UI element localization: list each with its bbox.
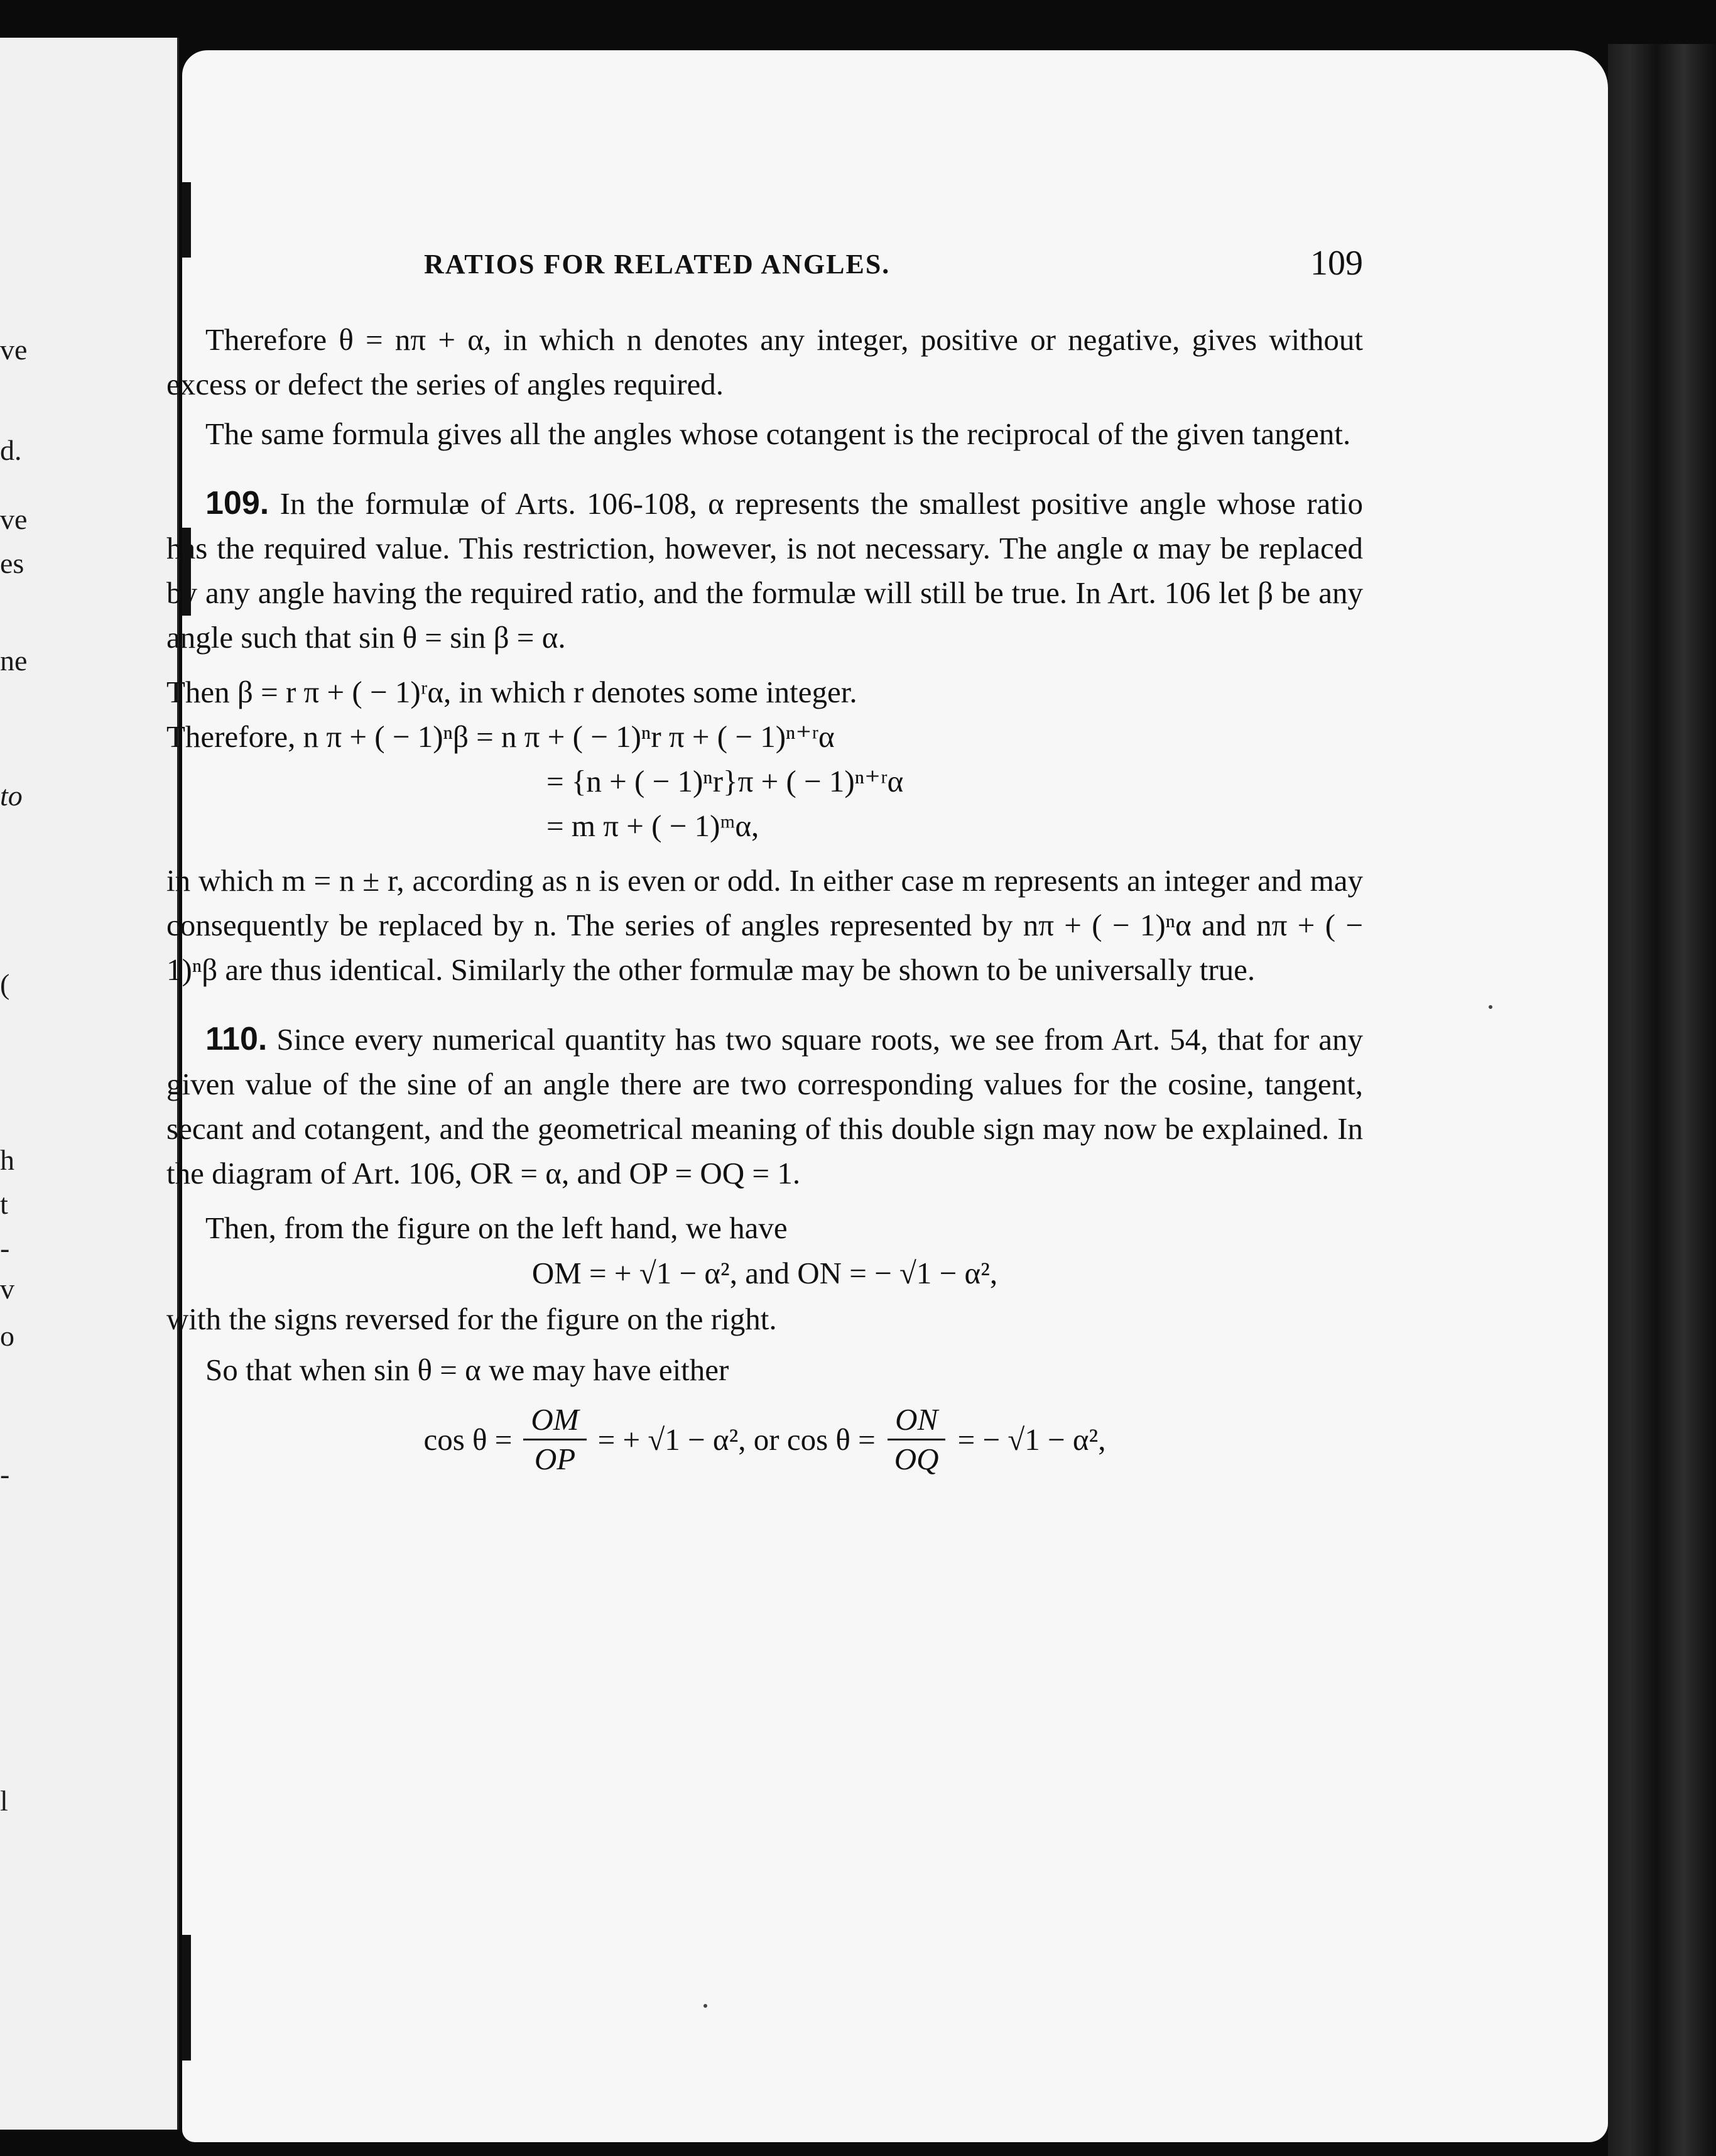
section-number: 110. [205,1021,268,1057]
running-header [166,244,1363,292]
numerator: OM [523,1401,586,1440]
spacer [166,992,1363,1017]
print-speck [1489,1005,1492,1009]
gutter-shadow [182,1935,191,2061]
left-facing-page [0,38,179,2130]
left-fragment: h [0,1144,14,1176]
paragraph: So that when sin θ = α we may have either [205,1353,729,1387]
fraction-on-oq [887,1401,947,1478]
equation-line: = {n + ( − 1)ⁿr}π + ( − 1)ⁿ⁺ʳα [546,764,904,798]
left-fragment: o [0,1320,14,1352]
paragraph: Therefore θ = nπ + α, in which n denotes any integer, positive or negative, gives without excess or defect the series of angles required. [166,322,1363,401]
equation-line: Therefore, n π + ( − 1)ⁿβ = n π + ( − 1)ⁿr π + ( − 1)ⁿ⁺ʳα [166,719,835,754]
section-text: In the formulæ of Arts. 106-108, α represents the smallest positive angle whose ratio has the required value. This restriction, however, is not necessary. The angle α may be replaced by any angle having the required ratio, and the formulæ will still be true. In Art. 106 let β be any angle such that sin θ = sin β = α. [166,486,1364,655]
left-fragment: l [0,1785,8,1817]
left-fragment: ne [0,645,28,677]
left-fragment: - [0,1232,10,1264]
cosine-equation [166,1392,1363,1486]
left-fragment: ve [0,334,28,366]
left-fragment: d. [0,434,22,466]
left-fragment: es [0,547,24,579]
left-fragment: t [0,1188,8,1220]
left-fragment: ( [0,968,10,1000]
cos-middle: = + √1 − α², or cos θ = [597,1422,876,1457]
section-number: 109. [205,485,269,521]
left-fragment: - [0,1458,10,1490]
paragraph: The same formula gives all the angles whose cotangent is the reciprocal of the given tangent. [205,416,1351,451]
paragraph: with the signs reversed for the figure on the right. [166,1302,777,1336]
section-109 [166,481,1363,660]
denominator: OQ [894,1441,939,1476]
numerator: ON [888,1401,945,1440]
equation-line: Then β = r π + ( − 1)ʳα, in which r denotes some integer. [166,675,857,709]
page-number: 109 [1310,244,1363,283]
print-speck [703,2004,707,2008]
spacer [166,456,1363,481]
left-fragment: v [0,1273,14,1305]
left-fragment: ve [0,503,28,535]
gutter-shadow [182,182,191,258]
section-text: Since every numerical quantity has two square roots, we see from Art. 54, that for any given value of the sine of an angle there are two corresponding values for the cosine, tangent, secant and cotangent, and the geometrical meaning of this double sign may now be explained. In the diagram of Art. 106, OR = α, and OP = OQ = 1. [166,1022,1364,1190]
page-body [166,317,1363,1486]
book-spine-edge [1608,44,1716,2156]
running-title: RATIOS FOR RELATED ANGLES. [424,249,891,280]
paragraph: in which m = n ± r, according as n is even or odd. In either case m represents an integer and may consequently be replaced by n. The series of angles represented by nπ + ( − 1)ⁿα and nπ + ( − 1)ⁿβ are thus identical. Similarly the other formulæ may be shown to be universally true. [166,863,1363,987]
equation-line: OM = + √1 − α², and ON = − √1 − α², [531,1256,998,1290]
cos-lhs: cos θ = [423,1422,513,1457]
denominator: OP [534,1441,576,1476]
fraction-om-op [523,1401,586,1478]
left-fragment: to [0,780,23,812]
cos-rhs: = − √1 − α², [957,1422,1106,1457]
section-110 [166,1017,1363,1195]
paragraph: Then, from the figure on the left hand, we have [205,1211,788,1245]
equation-line: = m π + ( − 1)ᵐα, [546,808,759,843]
